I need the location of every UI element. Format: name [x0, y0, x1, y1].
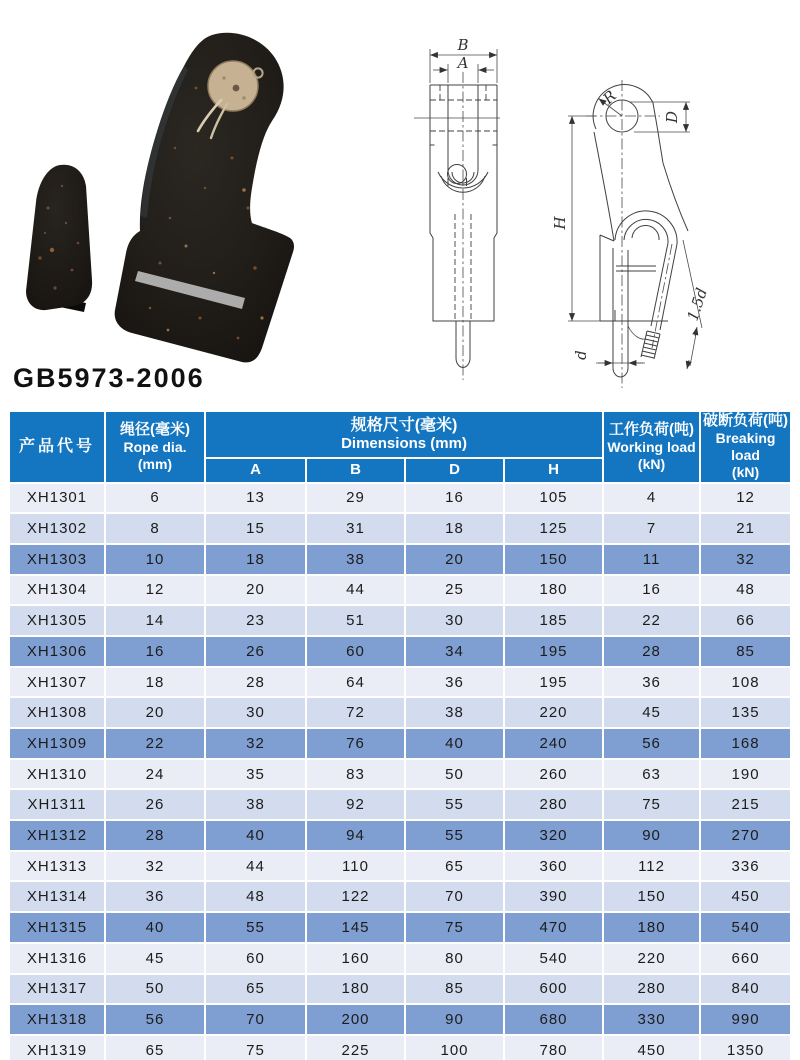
- socket-body: [115, 33, 294, 363]
- value-cell: 125: [505, 514, 602, 543]
- value-cell: 25: [406, 576, 503, 605]
- value-cell: 23: [206, 606, 305, 635]
- value-cell: 70: [406, 882, 503, 911]
- value-cell: 190: [701, 760, 790, 789]
- value-cell: 122: [307, 882, 404, 911]
- product-code-cell: XH1316: [10, 944, 104, 973]
- value-cell: 540: [505, 944, 602, 973]
- spec-table: [8, 410, 792, 1060]
- value-cell: 55: [206, 913, 305, 942]
- technical-drawings: [400, 28, 798, 395]
- product-code-cell: XH1309: [10, 729, 104, 758]
- value-cell: 83: [307, 760, 404, 789]
- value-cell: 75: [406, 913, 503, 942]
- value-cell: 34: [406, 637, 503, 666]
- rope-dia-unit: (mm): [137, 455, 173, 472]
- value-cell: 92: [307, 790, 404, 819]
- value-cell: 20: [106, 698, 204, 727]
- value-cell: 56: [106, 1005, 204, 1034]
- value-cell: 180: [307, 975, 404, 1004]
- product-code-cell: XH1311: [10, 790, 104, 819]
- value-cell: 15: [206, 514, 305, 543]
- value-cell: 11: [604, 545, 699, 574]
- value-cell: 36: [406, 668, 503, 697]
- value-cell: 260: [505, 760, 602, 789]
- value-cell: 540: [701, 913, 790, 942]
- table-row: [10, 790, 790, 819]
- value-cell: 40: [206, 821, 305, 850]
- product-code-cell: XH1306: [10, 637, 104, 666]
- value-cell: 32: [701, 545, 790, 574]
- col-header-breaking-load: [701, 412, 790, 482]
- value-cell: 40: [106, 913, 204, 942]
- table-row: [10, 821, 790, 850]
- table-row: [10, 944, 790, 973]
- table-row: [10, 1005, 790, 1034]
- working-load-zh: 工作负荷(吨): [609, 420, 695, 438]
- value-cell: 24: [106, 760, 204, 789]
- value-cell: 63: [604, 760, 699, 789]
- table-row: [10, 882, 790, 911]
- value-cell: 100: [406, 1036, 503, 1060]
- value-cell: 14: [106, 606, 204, 635]
- value-cell: 65: [406, 852, 503, 881]
- value-cell: 7: [604, 514, 699, 543]
- value-cell: 150: [604, 882, 699, 911]
- value-cell: 215: [701, 790, 790, 819]
- value-cell: 18: [406, 514, 503, 543]
- value-cell: 330: [604, 1005, 699, 1034]
- value-cell: 450: [604, 1036, 699, 1060]
- standard-number-title: GB5973-2006: [13, 363, 205, 393]
- value-cell: 85: [701, 637, 790, 666]
- value-cell: 18: [106, 668, 204, 697]
- col-header-dim-b: B: [307, 459, 404, 482]
- value-cell: 112: [604, 852, 699, 881]
- value-cell: 200: [307, 1005, 404, 1034]
- product-code-cell: XH1314: [10, 882, 104, 911]
- value-cell: 20: [406, 545, 503, 574]
- col-header-rope-dia: [106, 412, 204, 482]
- value-cell: 29: [307, 484, 404, 513]
- table-row: [10, 514, 790, 543]
- value-cell: 28: [604, 637, 699, 666]
- value-cell: 990: [701, 1005, 790, 1034]
- product-photo: [0, 18, 330, 366]
- table-row: [10, 668, 790, 697]
- value-cell: 195: [505, 637, 602, 666]
- table-row: [10, 576, 790, 605]
- table-row: [10, 484, 790, 513]
- spec-table-header: [10, 412, 790, 482]
- value-cell: 28: [106, 821, 204, 850]
- table-row: [10, 852, 790, 881]
- value-cell: 660: [701, 944, 790, 973]
- table-row: [10, 698, 790, 727]
- value-cell: 94: [307, 821, 404, 850]
- value-cell: 80: [406, 944, 503, 973]
- value-cell: 110: [307, 852, 404, 881]
- value-cell: 280: [604, 975, 699, 1004]
- value-cell: 360: [505, 852, 602, 881]
- rope-dia-en: Rope dia.: [123, 438, 187, 455]
- col-header-working-load: [604, 412, 699, 482]
- dim-label-H: H: [551, 216, 569, 230]
- value-cell: 20: [206, 576, 305, 605]
- value-cell: 90: [406, 1005, 503, 1034]
- working-load-unit: (kN): [637, 455, 666, 472]
- breaking-load-en: Breaking load: [715, 430, 776, 464]
- value-cell: 145: [307, 913, 404, 942]
- value-cell: 72: [307, 698, 404, 727]
- value-cell: 16: [604, 576, 699, 605]
- col-header-dim-d: D: [406, 459, 503, 482]
- value-cell: 105: [505, 484, 602, 513]
- value-cell: 4: [604, 484, 699, 513]
- value-cell: 85: [406, 975, 503, 1004]
- value-cell: 150: [505, 545, 602, 574]
- value-cell: 220: [604, 944, 699, 973]
- value-cell: 55: [406, 821, 503, 850]
- value-cell: 6: [106, 484, 204, 513]
- col-header-dim-h: H: [505, 459, 602, 482]
- value-cell: 12: [701, 484, 790, 513]
- value-cell: 185: [505, 606, 602, 635]
- table-row: [10, 1036, 790, 1060]
- value-cell: 45: [604, 698, 699, 727]
- product-code-cell: XH1307: [10, 668, 104, 697]
- table-row: [10, 637, 790, 666]
- dimensions-zh: 规格尺寸(毫米): [350, 416, 458, 434]
- product-code-cell: XH1312: [10, 821, 104, 850]
- product-code-cell: XH1304: [10, 576, 104, 605]
- value-cell: 22: [604, 606, 699, 635]
- value-cell: 16: [406, 484, 503, 513]
- value-cell: 21: [701, 514, 790, 543]
- value-cell: 225: [307, 1036, 404, 1060]
- value-cell: 135: [701, 698, 790, 727]
- value-cell: 26: [106, 790, 204, 819]
- product-code-cell: XH1310: [10, 760, 104, 789]
- value-cell: 38: [406, 698, 503, 727]
- value-cell: 13: [206, 484, 305, 513]
- value-cell: 180: [604, 913, 699, 942]
- value-cell: 38: [307, 545, 404, 574]
- value-cell: 31: [307, 514, 404, 543]
- value-cell: 8: [106, 514, 204, 543]
- value-cell: 35: [206, 760, 305, 789]
- value-cell: 30: [406, 606, 503, 635]
- table-row: [10, 913, 790, 942]
- value-cell: 270: [701, 821, 790, 850]
- breaking-load-unit: (kN): [731, 464, 760, 481]
- dimensions-en: Dimensions (mm): [341, 435, 467, 453]
- value-cell: 108: [701, 668, 790, 697]
- table-row: [10, 606, 790, 635]
- value-cell: 75: [604, 790, 699, 819]
- value-cell: 28: [206, 668, 305, 697]
- dim-label-D: D: [663, 110, 681, 124]
- value-cell: 48: [701, 576, 790, 605]
- dim-label-A: A: [457, 54, 469, 72]
- dim-label-1-5d: 1.5d: [683, 285, 711, 324]
- value-cell: 50: [406, 760, 503, 789]
- value-cell: 44: [307, 576, 404, 605]
- value-cell: 336: [701, 852, 790, 881]
- rope-dia-zh: 绳径(毫米): [120, 420, 190, 438]
- value-cell: 840: [701, 975, 790, 1004]
- value-cell: 90: [604, 821, 699, 850]
- value-cell: 10: [106, 545, 204, 574]
- working-load-en: Working load: [607, 438, 696, 455]
- dim-label-R: R: [599, 86, 620, 108]
- value-cell: 195: [505, 668, 602, 697]
- table-row: [10, 545, 790, 574]
- value-cell: 32: [106, 852, 204, 881]
- product-code-cell: XH1303: [10, 545, 104, 574]
- value-cell: 65: [106, 1036, 204, 1060]
- value-cell: 470: [505, 913, 602, 942]
- value-cell: 70: [206, 1005, 305, 1034]
- rope-seizing-hatch: [641, 331, 660, 359]
- wedge-piece: [26, 165, 92, 312]
- value-cell: 12: [106, 576, 204, 605]
- value-cell: 168: [701, 729, 790, 758]
- value-cell: 18: [206, 545, 305, 574]
- value-cell: 36: [106, 882, 204, 911]
- value-cell: 16: [106, 637, 204, 666]
- value-cell: 1350: [701, 1036, 790, 1060]
- value-cell: 780: [505, 1036, 602, 1060]
- value-cell: 600: [505, 975, 602, 1004]
- value-cell: 60: [206, 944, 305, 973]
- col-header-dim-a: A: [206, 459, 305, 482]
- product-code-cell: XH1301: [10, 484, 104, 513]
- value-cell: 240: [505, 729, 602, 758]
- top-section: [0, 0, 800, 410]
- value-cell: 45: [106, 944, 204, 973]
- value-cell: 320: [505, 821, 602, 850]
- col-header-product-code: 产品代号: [10, 412, 104, 482]
- value-cell: 76: [307, 729, 404, 758]
- value-cell: 32: [206, 729, 305, 758]
- value-cell: 680: [505, 1005, 602, 1034]
- spec-table-body: [10, 484, 790, 1060]
- col-header-dimensions: [206, 412, 602, 457]
- value-cell: 160: [307, 944, 404, 973]
- value-cell: 48: [206, 882, 305, 911]
- table-row: [10, 729, 790, 758]
- value-cell: 38: [206, 790, 305, 819]
- value-cell: 51: [307, 606, 404, 635]
- value-cell: 65: [206, 975, 305, 1004]
- product-code-cell: XH1319: [10, 1036, 104, 1060]
- value-cell: 280: [505, 790, 602, 819]
- value-cell: 450: [701, 882, 790, 911]
- value-cell: 50: [106, 975, 204, 1004]
- value-cell: 220: [505, 698, 602, 727]
- product-code-cell: XH1315: [10, 913, 104, 942]
- value-cell: 36: [604, 668, 699, 697]
- value-cell: 75: [206, 1036, 305, 1060]
- product-code-cell: XH1318: [10, 1005, 104, 1034]
- product-code-cell: XH1305: [10, 606, 104, 635]
- value-cell: 26: [206, 637, 305, 666]
- value-cell: 56: [604, 729, 699, 758]
- value-cell: 40: [406, 729, 503, 758]
- table-row: [10, 760, 790, 789]
- product-code-cell: XH1313: [10, 852, 104, 881]
- value-cell: 44: [206, 852, 305, 881]
- dim-label-B: B: [457, 36, 469, 54]
- value-cell: 60: [307, 637, 404, 666]
- value-cell: 55: [406, 790, 503, 819]
- front-view-drawing: [414, 36, 500, 380]
- value-cell: 22: [106, 729, 204, 758]
- table-row: [10, 975, 790, 1004]
- value-cell: 64: [307, 668, 404, 697]
- value-cell: 180: [505, 576, 602, 605]
- dim-label-d: d: [572, 350, 590, 360]
- side-view-drawing: [572, 80, 711, 388]
- breaking-load-zh: 破断负荷(吨): [703, 412, 789, 429]
- value-cell: 390: [505, 882, 602, 911]
- value-cell: 66: [701, 606, 790, 635]
- product-code-cell: XH1308: [10, 698, 104, 727]
- value-cell: 30: [206, 698, 305, 727]
- product-code-cell: XH1317: [10, 975, 104, 1004]
- product-code-cell: XH1302: [10, 514, 104, 543]
